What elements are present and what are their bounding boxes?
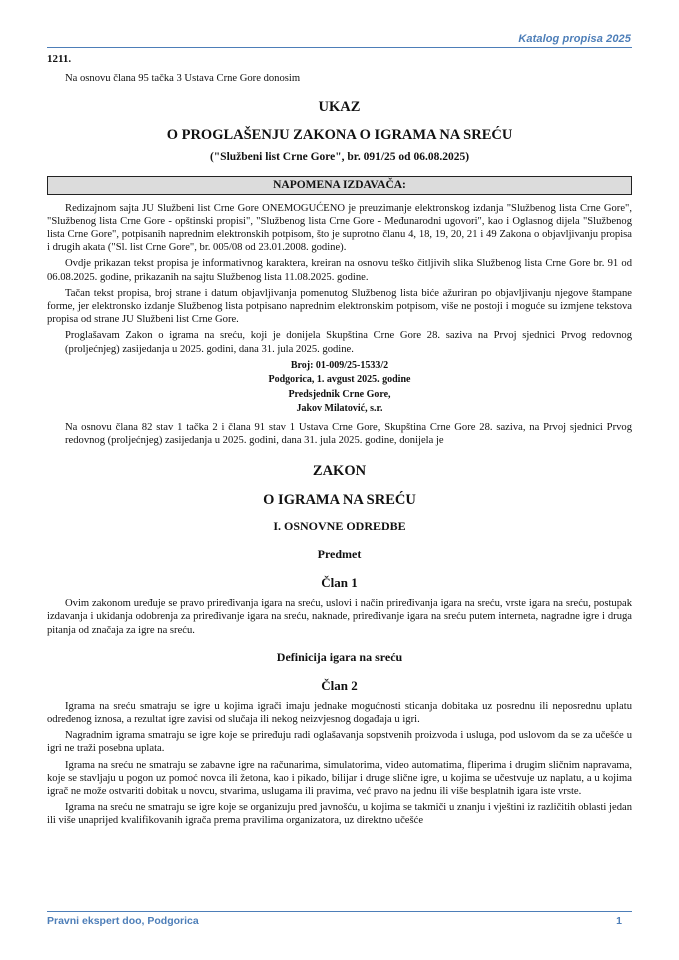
basis-paragraph: Na osnovu člana 82 stav 1 tačka 2 i člana 91 stav 1 Ustava Crne Gore, Skupština Crne Gore 28. saziva, na Prvoj sjednici Prvog redovnog (proljećnjeg) zasijedanja u 2025. godini, dana 31. jula 2025. godine, donijela je [65,421,632,447]
article-2-paragraph-4: Igrama na sreću ne smatraju se igre koje se organizuju pred javnošću, u kojima se takmiči u znanju i vještini iz različitih oblasti jedan ili više unaprijed kvalifikovanih igrača prema pravilima organizatora, uz direktno učešće [47,802,632,827]
article-2-paragraph-2: Nagradnim igrama smatraju se igre koje se priređuju radi oglašavanja sopstvenih proizvoda i usluga, pod uslovom da se za učešće u igri ne traži posebna uplata. [47,730,632,755]
heading-predmet: Predmet [317,547,362,562]
footer-publisher: Pravni ekspert doo, Podgorica [47,915,199,927]
article-1-text: Ovim zakonom uređuje se pravo priređivanja igara na sreću, uslovi i način priređivanja igara na sreću, vrste igara na sreću, postupak izdavanja i ukidanja odobrenja za priređivanje igara na sreću, naknade, priređivanje igara na sreću putem interneta, nagradne igre i druga pitanja od značaja za igre na sreću. [47,598,632,636]
law-subtitle: O IGRAMA NA SREĆU [263,492,416,509]
law-title: ZAKON [312,463,367,480]
article-2-paragraph-1: Igrama na sreću smatraju se igre u kojima igrači imaju jednake mogućnosti sticanja dobitaka uz posrednu ili neposrednu uplatu određenog iznosa, a rezultat igre zavisi od slučaja ili nekog neizvjesnog događaja u igri. [47,700,632,726]
note-paragraph-3: Tačan tekst propisa, broj strane i datum objavljivanja pomenutog Službenog lista biće ažuriran po objavljivanju njegove štampane forme, jer elektronsko izdanje Službenog lista potpisano naprednim elektronskim potpisom, više ne postoji i moguće su izmjene tekstova propisa od strane JU Službeni list Crne Gore. [47,287,632,326]
article-2-heading: Član 2 [321,677,358,693]
proclamation-paragraph: Proglašavam Zakon o igrama na sreću, koji je donijela Skupština Crne Gore 28. saziva na Prvoj sjednici Prvog redovnog (proljećnjeg) zasijedanja u 2025. godini, dana 31. jula 2025. godine. [65,330,632,355]
article-1-heading: Član 1 [321,575,358,591]
article-2-paragraph-3: Igrama na sreću ne smatraju se zabavne igre na računarima, simulatorima, video automatima, fliperima i drugim sličnim napravama, koje se stavljaju u pogon uz pomoć novca ili žetona, kao i pikado, bilijar i druge slične igre, u kojima se učestvuje uz naplatu, a u kojima igrač ne može ostvariti dobitak u novcu, stvarima, uslugama ili pravima, već pravo na jednu ili više besplatnih igara iste vrste. [47,759,632,798]
note-paragraph-1: Redizajnom sajta JU Službeni list Crne Gore ONEMOGUĆENO je preuzimanje elektronskog izdanja "Službenog lista Crne Gore", "Službenog lista Crne Gore - opštinski propisi", "Službenog lista Crne Gore - Međunarodni ugovori", kao i Oglasnog dijela "Službenog lista Crne Gore", potpisanih naprednim elektronskih potpisom, što je suprotno članu 4, 18, 19, 20, 21 i 49 Zakona o objavljivanju propisa i drugih akata ("Sl. list Crne Gore", br. 005/08 od 23.01.2008. godine). [47,202,632,254]
document-content [47,53,632,831]
page-header [47,33,632,48]
place-date: Podgorica, 1. avgust 2025. godine [268,374,411,386]
gazette-reference: ("Službeni list Crne Gore", br. 091/25 od 06.08.2025) [209,151,470,164]
page-footer [47,911,632,930]
title-ukaz: UKAZ [318,99,361,116]
page-number: 1 [616,915,622,927]
section-heading: I. OSNOVNE ODREDBE [273,519,406,534]
note-paragraph-2: Ovdje prikazan tekst propisa je informativnog karaktera, kreiran na osnovu teško čitljivih slika Službenog lista Crne Gore br. 91 od 06.08.2025. godine, prikazanih na sajtu Službenog lista 11.08.2025. godine. [47,258,632,283]
title-proglasenje: O PROGLAŠENJU ZAKONA O IGRAMA NA SREĆU [166,127,513,144]
catalog-title: Katalog propisa 2025 [518,33,631,45]
president-name: Jakov Milatović, s.r. [296,403,383,415]
intro-paragraph: Na osnovu člana 95 tačka 3 Ustava Crne Gore donosim [65,73,301,85]
document-number: 1211. [47,53,72,65]
decree-number: Broj: 01-009/25-1533/2 [290,359,389,371]
heading-definicija: Definicija igara na sreću [276,649,403,664]
publisher-note-heading: NAPOMENA IZDAVAČA: [47,176,632,195]
president-title: Predsjednik Crne Gore, [288,388,391,400]
